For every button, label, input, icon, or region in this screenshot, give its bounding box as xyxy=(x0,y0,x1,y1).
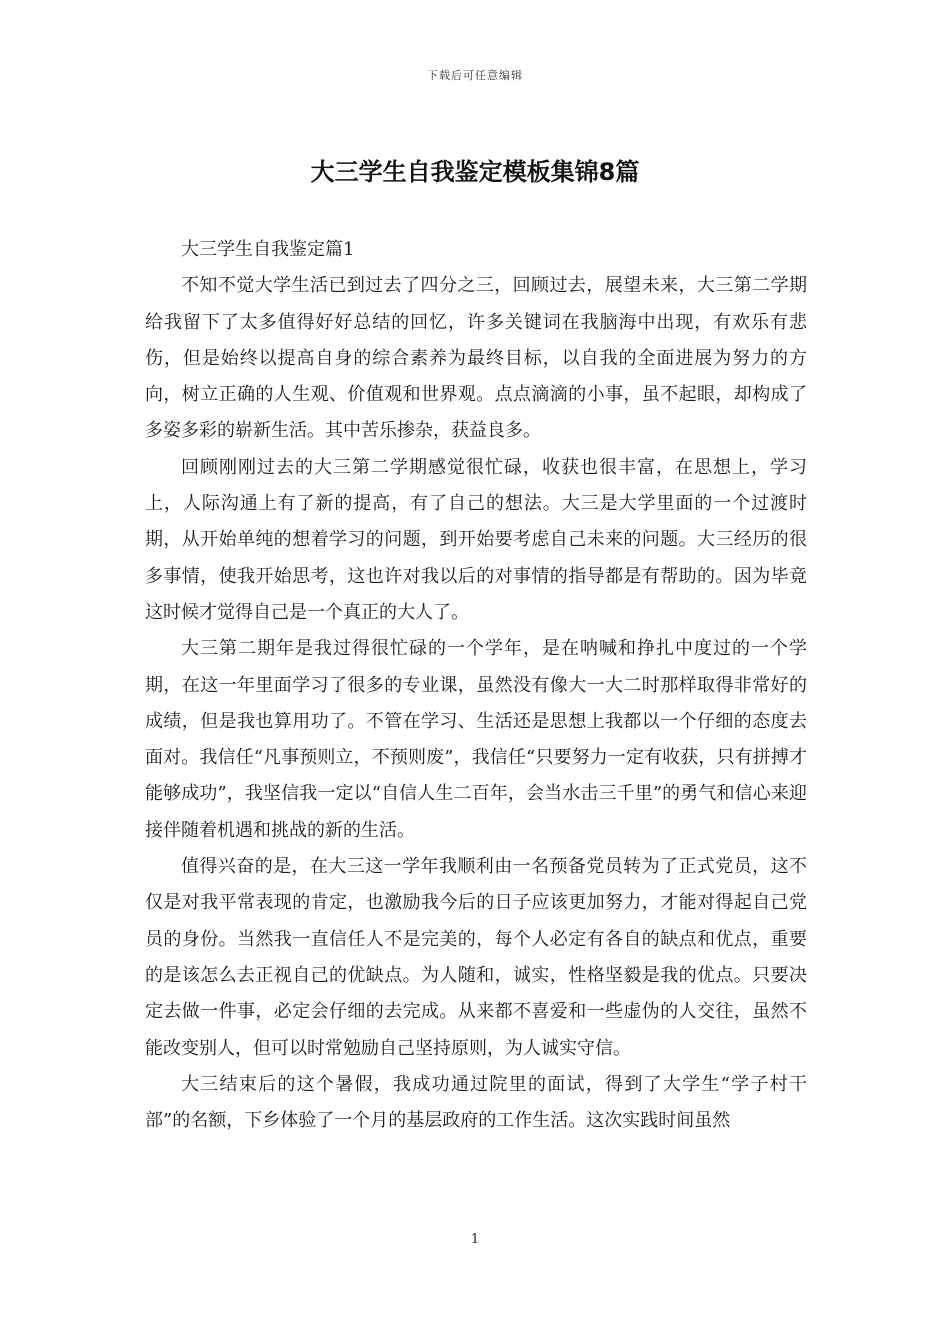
paragraph: 大三第二期年是我过得很忙碌的一个学年，是在呐喊和挣扎中度过的一个学期，在这一年里面学习了很多的专业课，虽然没有像大一大二时那样取得非常好的成绩，但是我也算用功了。不管在学习、生活还是思想上我都以一个仔细的态度去面对。我信任“凡事预则立，不预则废”，我信任“只要努力一定有收获，只有拼搏才能够成功”，我坚信我一定以“自信人生二百年，会当水击三千里”的勇气和信心来迎接伴随着机遇和挑战的新的生活。 xyxy=(145,638,807,841)
section-heading: 大三学生自我鉴定篇1 xyxy=(181,239,355,260)
document-body xyxy=(145,232,807,1139)
header-note: 下载后可任意编辑 xyxy=(427,69,523,82)
page-number: 1 xyxy=(470,1232,480,1247)
paragraph: 大三结束后的这个暑假，我成功通过院里的面试，得到了大学生“学子村干部”的名额，下乡体验了一个月的基层政府的工作生活。这次实践时间虽然 xyxy=(145,1073,807,1132)
paragraph: 不知不觉大学生活已到过去了四分之三，回顾过去，展望未来，大三第二学期给我留下了太多值得好好总结的回忆，许多关键词在我脑海中出现，有欢乐有悲伤，但是始终以提高自身的综合素养为最终目标，以自我的全面进展为努力的方向，树立正确的人生观、价值观和世界观。点点滴滴的小事，虽不起眼，却构成了多姿多彩的崭新生活。其中苦乐掺杂，获益良多。 xyxy=(145,275,807,442)
paragraph: 回顾刚刚过去的大三第二学期感觉很忙碌，收获也很丰富，在思想上，学习上，人际沟通上有了新的提高，有了自己的想法。大三是大学里面的一个过渡时期，从开始单纯的想着学习的问题，到开始要考虑自己未来的问题。大三经历的很多事情，使我开始思考，这也许对我以后的对事情的指导都是有帮助的。因为毕竟这时候才觉得自己是一个真正的大人了。 xyxy=(145,456,807,623)
document-title: 大三学生自我鉴定模板集锦8篇 xyxy=(310,158,640,186)
paragraph: 值得兴奋的是，在大三这一学年我顺利由一名预备党员转为了正式党员，这不仅是对我平常表现的肯定，也激励我今后的日子应该更加努力，才能对得起自己党员的身份。当然我一直信任人不是完美的，每个人必定有各自的缺点和优点，重要的是该怎么去正视自己的优缺点。为人随和，诚实，性格坚毅是我的优点。只要决定去做一件事，必定会仔细的去完成。从来都不喜爱和一些虚伪的人交往，虽然不能改变别人，但可以时常勉励自己坚持原则，为人诚实守信。 xyxy=(145,856,807,1059)
